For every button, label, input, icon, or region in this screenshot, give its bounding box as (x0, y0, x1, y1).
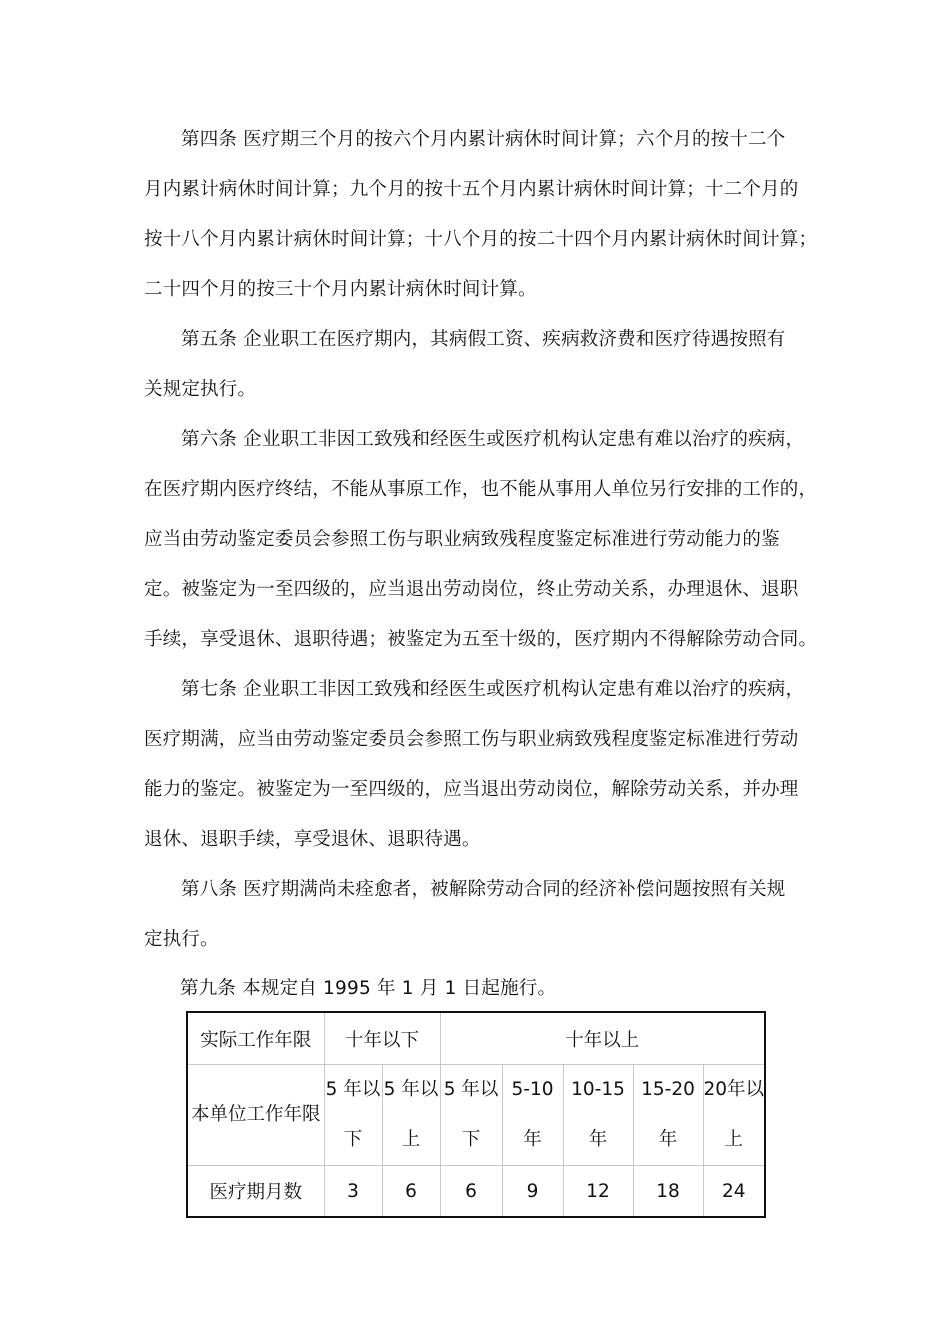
table-header-total-years: 实际工作年限 (187, 1012, 324, 1065)
table-row-months (187, 1166, 765, 1218)
table-row-unit-years (187, 1065, 765, 1166)
article-5-line-1: 第五条 企业职工在医疗期内，其病假工资、疾病救济费和医疗待遇按照有 (181, 329, 786, 350)
table-cell: 15-20 年 (633, 1065, 703, 1166)
table-header-unit-years: 本单位工作年限 (187, 1065, 324, 1166)
table-cell: 18 (633, 1166, 703, 1218)
table-cell: 24 (703, 1166, 765, 1218)
table-cell: 10-15 年 (563, 1065, 633, 1166)
article-6-line-2: 在医疗期内医疗终结，不能从事原工作，也不能从事用人单位另行安排的工作的， (144, 479, 818, 500)
article-7-line-1: 第七条 企业职工非因工致残和经医生或医疗机构认定患有难以治疗的疾病， (181, 679, 805, 700)
table-cell: 6 (382, 1166, 440, 1218)
article-4-line-3: 按十八个月内累计病休时间计算；十八个月的按二十四个月内累计病休时间计算； (144, 229, 818, 250)
article-4-line-4: 二十四个月的按三十个月内累计病休时间计算。 (144, 279, 537, 300)
article-6-line-4: 定。被鉴定为一至四级的，应当退出劳动岗位，终止劳动关系，办理退休、退职 (144, 579, 799, 600)
table-cell: 6 (440, 1166, 502, 1218)
article-7-line-2: 医疗期满，应当由劳动鉴定委员会参照工伤与职业病致残程度鉴定标准进行劳动 (144, 729, 799, 750)
table-cell: 5 年以下 (324, 1065, 382, 1166)
article-4-line-1: 第四条 医疗期三个月的按六个月内累计病休时间计算；六个月的按十二个 (181, 129, 786, 150)
article-4-line-2: 月内累计病休时间计算；九个月的按十五个月内累计病休时间计算；十二个月的 (144, 179, 799, 200)
article-7-line-4: 退休、退职手续，享受退休、退职待遇。 (144, 829, 481, 850)
article-6-line-5: 手续，享受退休、退职待遇；被鉴定为五至十级的，医疗期内不得解除劳动合同。 (144, 629, 818, 650)
article-9-line-1: 第九条 本规定自 1995 年 1 月 1 日起施行。 (180, 978, 557, 999)
table-cell: 12 (563, 1166, 633, 1218)
article-5-line-2: 关规定执行。 (144, 379, 257, 400)
table-cell: 3 (324, 1166, 382, 1218)
table-row-total-years (187, 1012, 765, 1065)
article-8-line-1: 第八条 医疗期满尚未痊愈者，被解除劳动合同的经济补偿问题按照有关规 (181, 879, 786, 900)
table-group-over-10: 十年以上 (440, 1012, 765, 1065)
article-8-line-2: 定执行。 (144, 929, 219, 950)
table-cell: 9 (502, 1166, 563, 1218)
article-6-line-3: 应当由劳动鉴定委员会参照工伤与职业病致残程度鉴定标准进行劳动能力的鉴 (144, 529, 780, 550)
table-cell: 5-10 年 (502, 1065, 563, 1166)
medical-period-table (186, 1011, 766, 1218)
table-cell: 5 年以上 (382, 1065, 440, 1166)
table-cell: 20年以上 (703, 1065, 765, 1166)
table-header-months: 医疗期月数 (187, 1166, 324, 1218)
article-7-line-3: 能力的鉴定。被鉴定为一至四级的，应当退出劳动岗位，解除劳动关系，并办理 (144, 779, 799, 800)
table-cell: 5 年以下 (440, 1065, 502, 1166)
article-6-line-1: 第六条 企业职工非因工致残和经医生或医疗机构认定患有难以治疗的疾病， (181, 429, 805, 450)
table-group-under-10: 十年以下 (324, 1012, 440, 1065)
